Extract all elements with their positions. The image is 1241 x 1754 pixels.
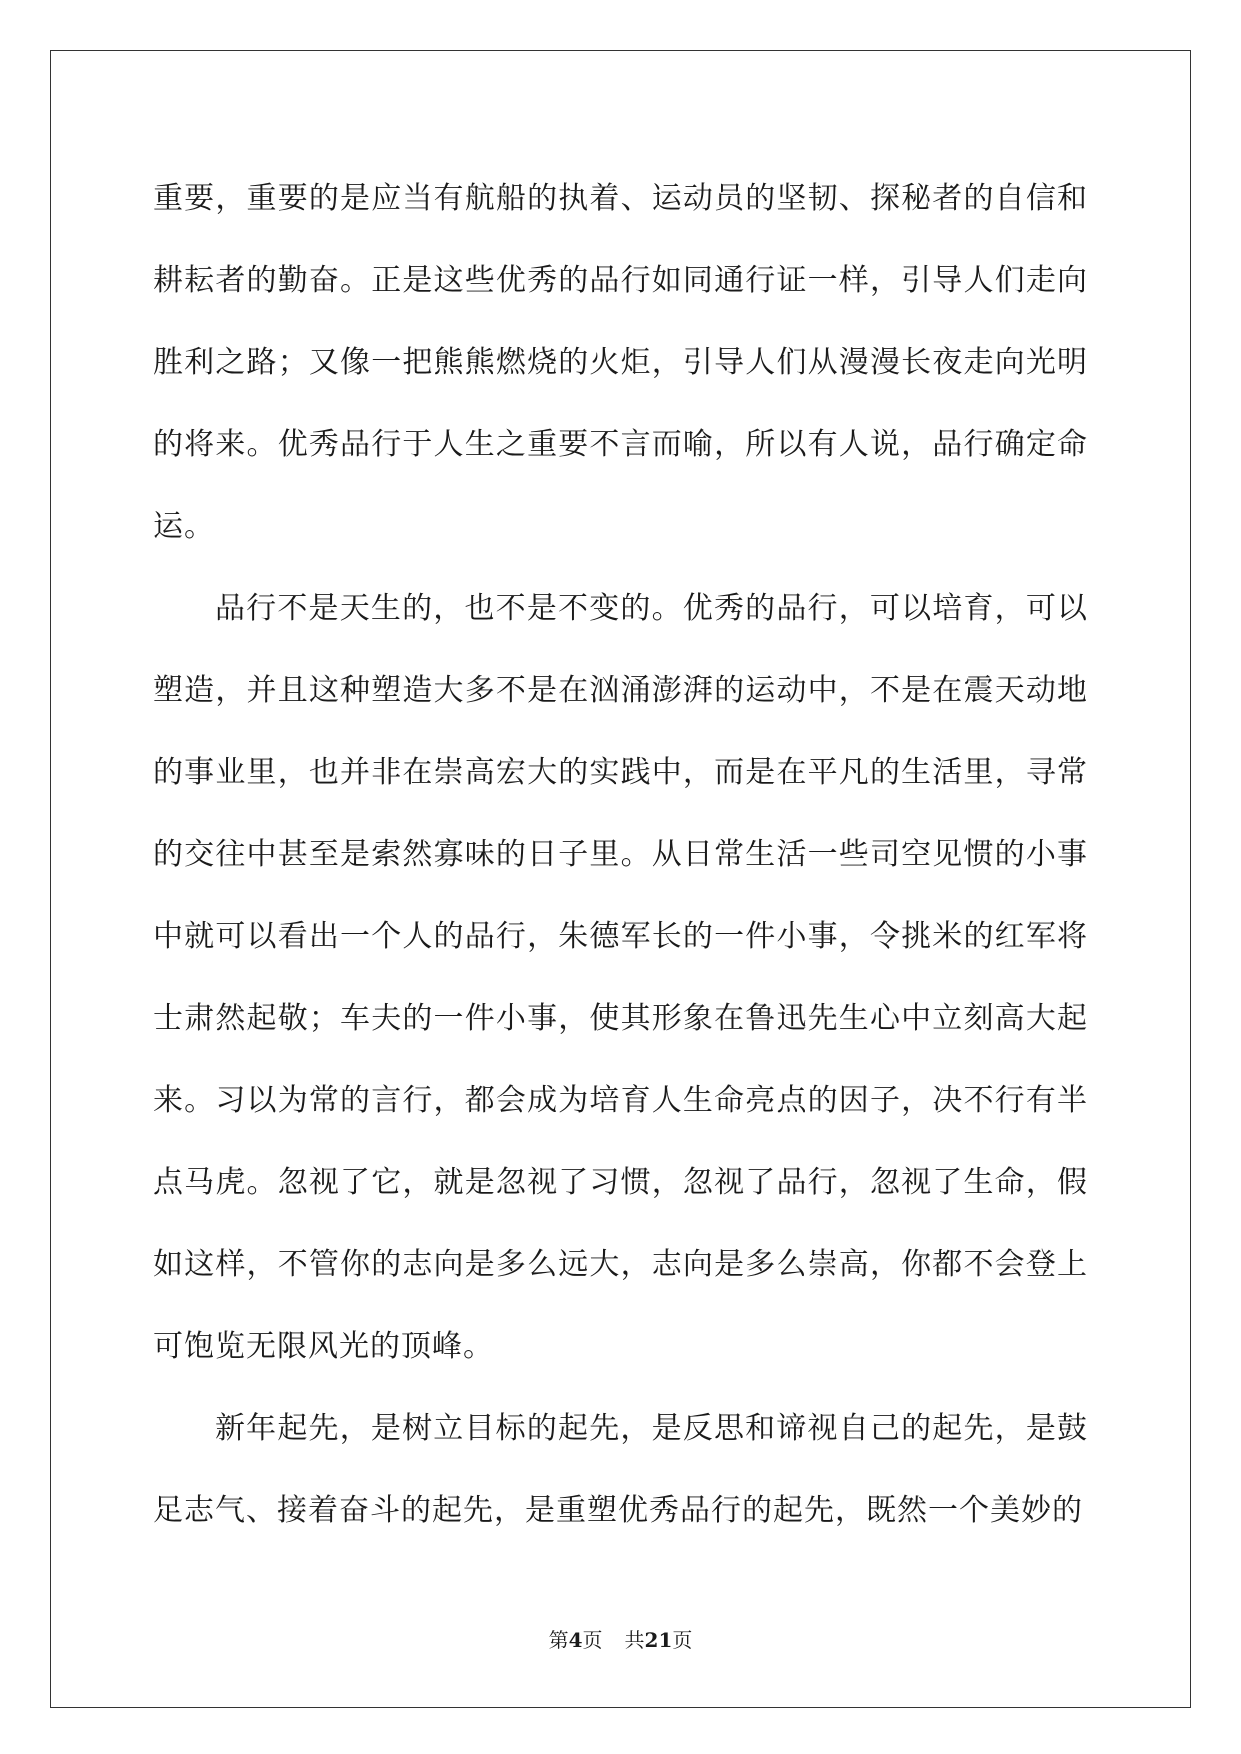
page-footer (0, 1624, 1241, 1653)
total-label-prefix: 共 (624, 1628, 645, 1652)
page-number: 4 (568, 1628, 583, 1652)
total-label-suffix: 页 (672, 1628, 693, 1652)
total-pages: 21 (644, 1628, 673, 1652)
paragraph: 新年起先，是树立目标的起先，是反思和谛视自己的起先，是鼓足志气、接着奋斗的起先，是重塑优秀品行的起先，既然一个美妙的 (153, 1411, 1088, 1528)
page-label-prefix: 第 (548, 1628, 569, 1652)
paragraph: 品行不是天生的，也不是不变的。优秀的品行，可以培育，可以塑造，并且这种塑造大多不是在汹涌澎湃的运动中，不是在震天动地的事业里，也并非在崇高宏大的实践中，而是在平凡的生活里，寻常的交往中甚至是索然寡味的日子里。从日常生活一些司空见惯的小事中就可以看出一个人的品行，朱德军长的一件小事，令挑米的红军将士肃然起敬；车夫的一件小事，使其形象在鲁迅先生心中立刻高大起来。习以为常的言行，都会成为培育人生命亮点的因子，决不行有半点马虎。忽视了它，就是忽视了习惯，忽视了品行，忽视了生命，假如这样，不管你的志向是多么远大，志向是多么崇高，你都不会登上可饱览无限风光的顶峰。 (153, 591, 1088, 1364)
page-label-suffix: 页 (582, 1628, 603, 1652)
document-body (153, 158, 1088, 1552)
paragraph: 重要，重要的是应当有航船的执着、运动员的坚韧、探秘者的自信和耕耘者的勤奋。正是这些优秀的品行如同通行证一样，引导人们走向胜利之路；又像一把熊熊燃烧的火炬，引导人们从漫漫长夜走向光明的将来。优秀品行于人生之重要不言而喻，所以有人说，品行确定命运。 (153, 181, 1088, 544)
